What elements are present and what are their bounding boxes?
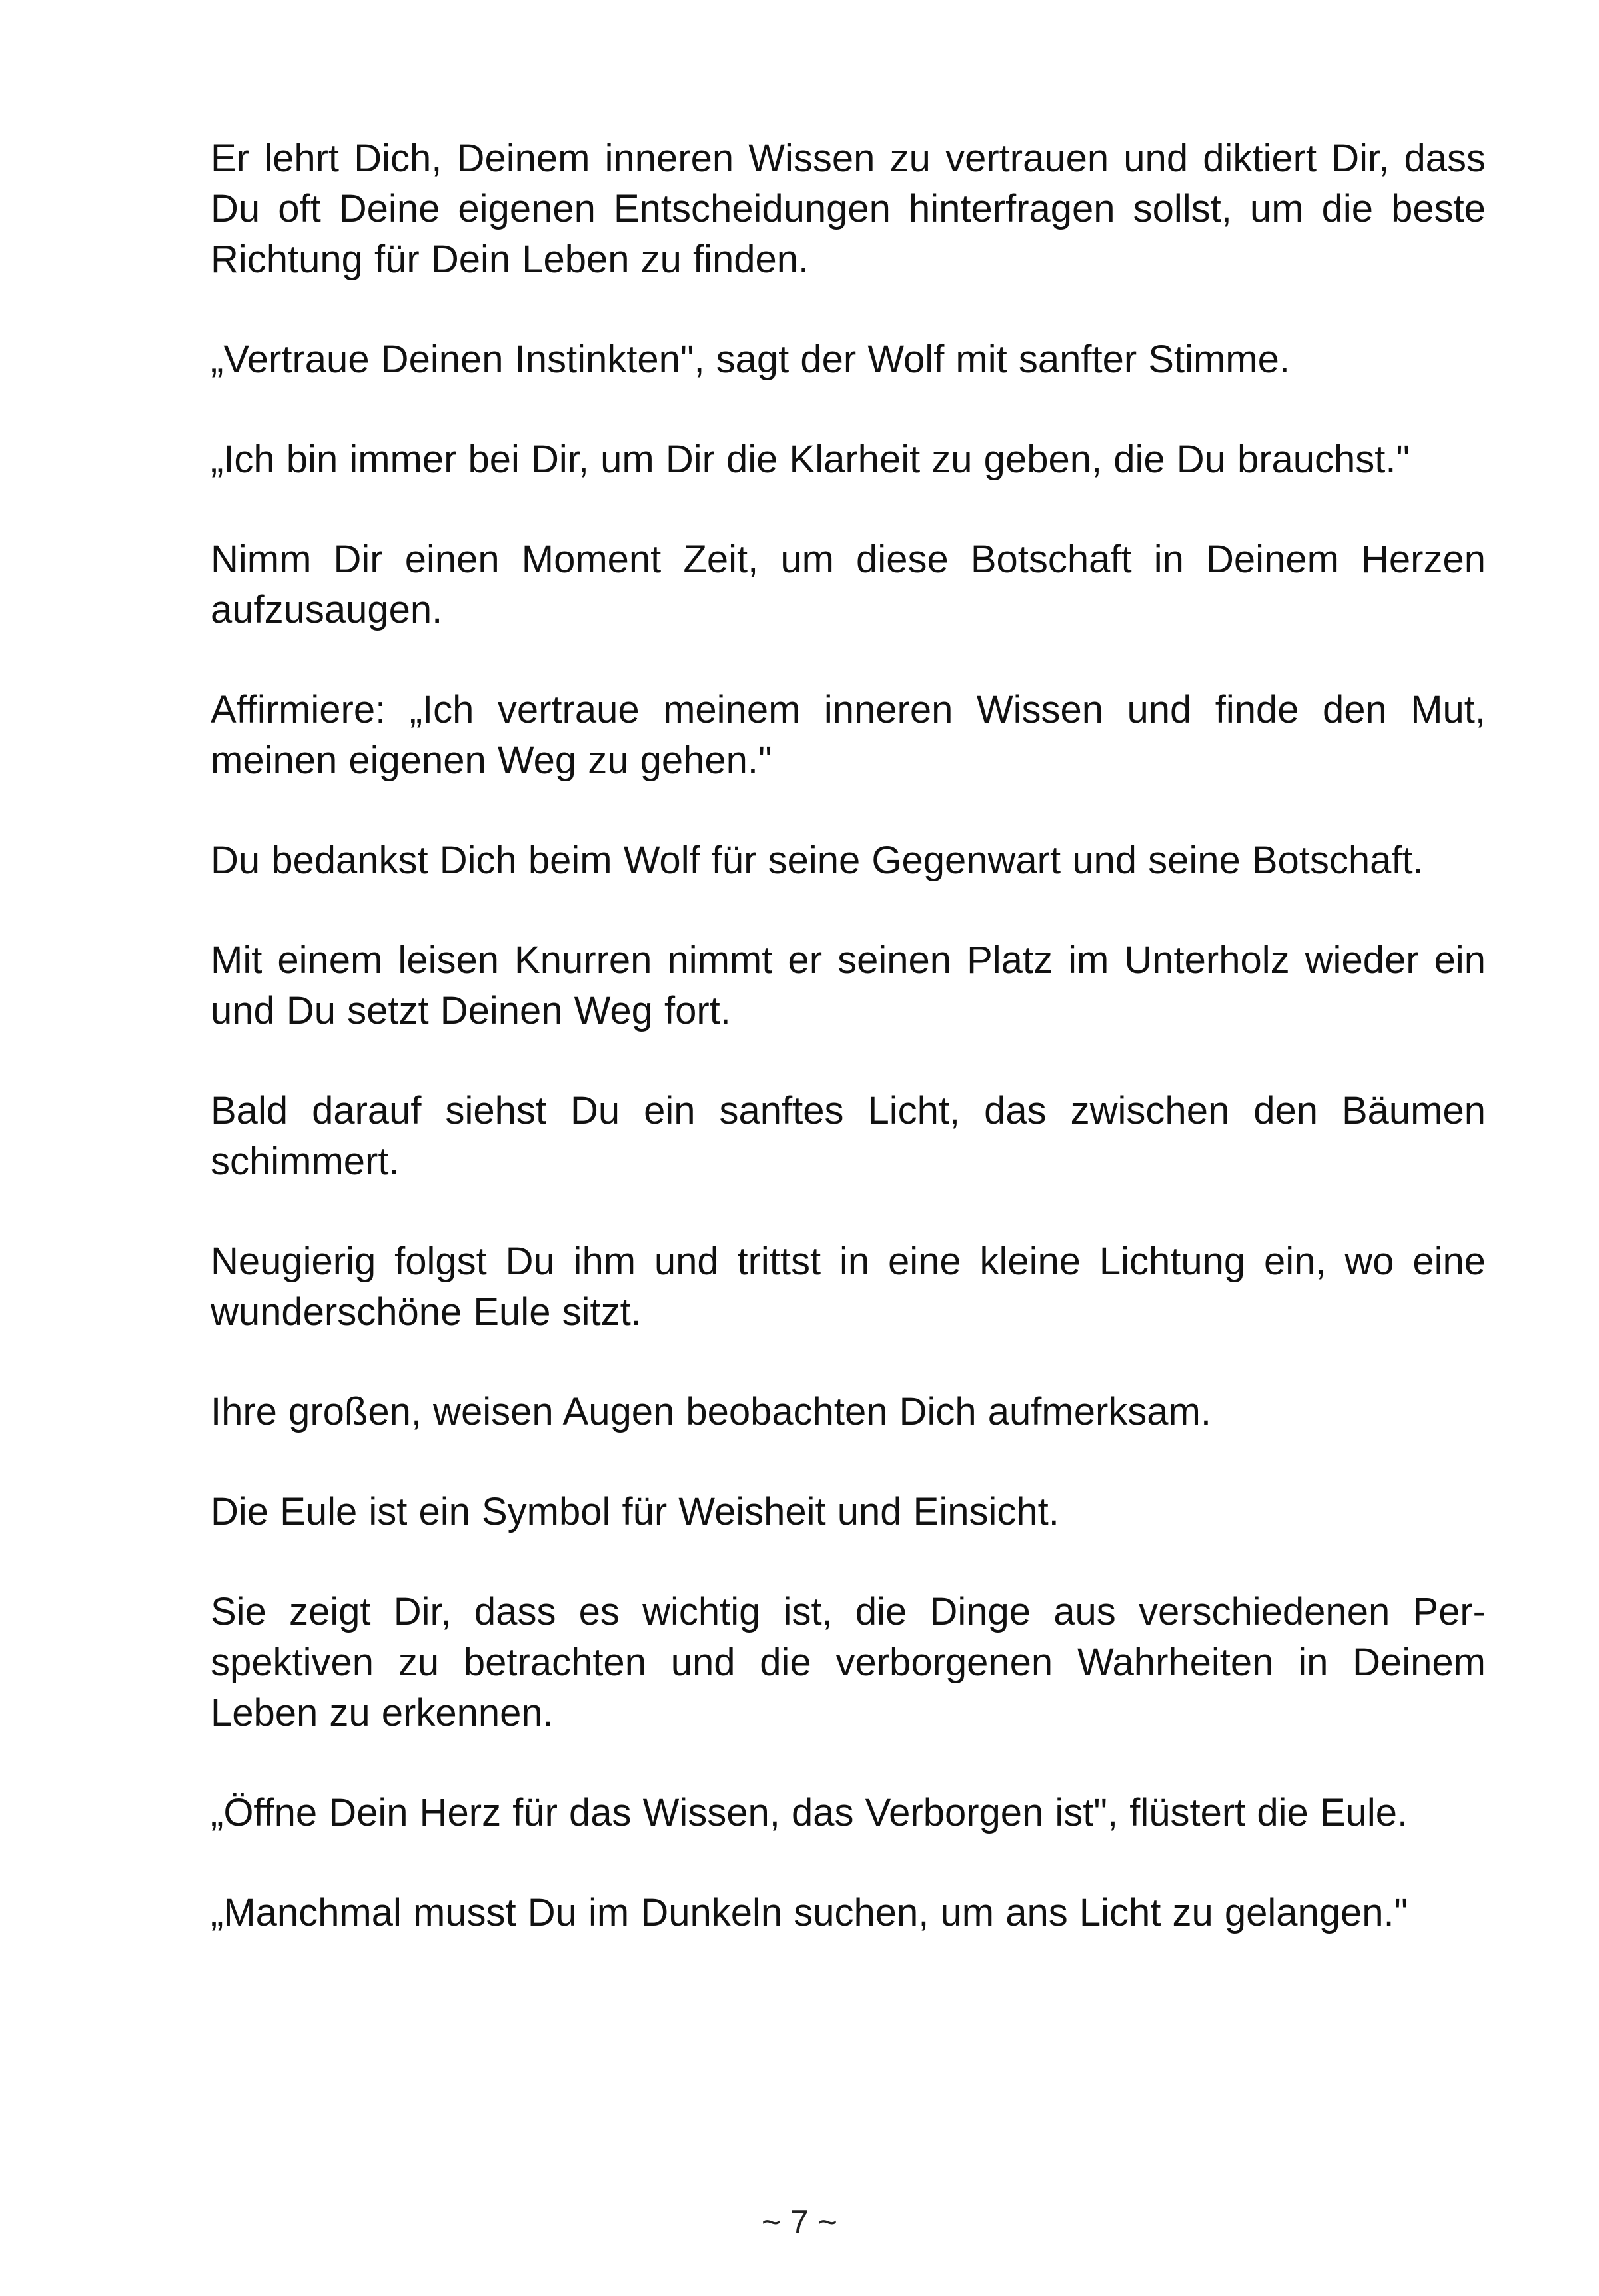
paragraph: Neugierig folgst Du ihm und trittst in eine kleine Lichtung ein, wo eine wunderschöne Eule sitzt.: [211, 1240, 1486, 1334]
paragraph: Affirmiere: „Ich vertraue meinem inneren Wissen und finde den Mut, meinen eigenen Weg zu gehen.": [211, 688, 1486, 782]
paragraph: Nimm Dir einen Moment Zeit, um diese Botschaft in Deinem Herzen aufzusaugen.: [211, 538, 1486, 631]
paragraph: Du bedankst Dich beim Wolf für seine Gegenwart und seine Botschaft.: [211, 839, 1424, 882]
paragraph: Bald darauf siehst Du ein sanftes Licht, das zwischen den Bäumen schimmert.: [211, 1089, 1486, 1183]
body-text: [211, 133, 1486, 1938]
paragraph: „Vertraue Deinen Instinkten", sagt der Wolf mit sanfter Stimme.: [211, 338, 1290, 381]
paragraph: „Manchmal musst Du im Dunkeln suchen, um ans Licht zu gelangen.": [211, 1891, 1408, 1934]
page-number: ~ 7 ~: [762, 2203, 837, 2241]
paragraph: Die Eule ist ein Symbol für Weisheit und Einsicht.: [211, 1490, 1059, 1533]
paragraph: „Öffne Dein Herz für das Wissen, das Verborgen ist", flüstert die Eule.: [211, 1791, 1408, 1834]
paragraph: „Ich bin immer bei Dir, um Dir die Klarheit zu geben, die Du brauchst.": [211, 438, 1410, 481]
paragraph: Ihre großen, weisen Augen beobachten Dich aufmerksam.: [211, 1390, 1211, 1433]
paragraph: Sie zeigt Dir, dass es wichtig ist, die Dinge aus verschiedenen Perspektiven zu betrachten und die verborgenen Wahrheiten in Deinem Leben zu erkennen.: [211, 1590, 1486, 1734]
paragraph: Mit einem leisen Knurren nimmt er seinen Platz im Unterholz wieder ein und Du setzt Deinen Weg fort.: [211, 939, 1486, 1032]
paragraph: Er lehrt Dich, Deinem inneren Wissen zu vertrauen und diktiert Dir, dass Du oft Deine eigenen Entscheidungen hinterfragen sollst, um die beste Richtung für Dein Leben zu finden.: [211, 137, 1486, 281]
